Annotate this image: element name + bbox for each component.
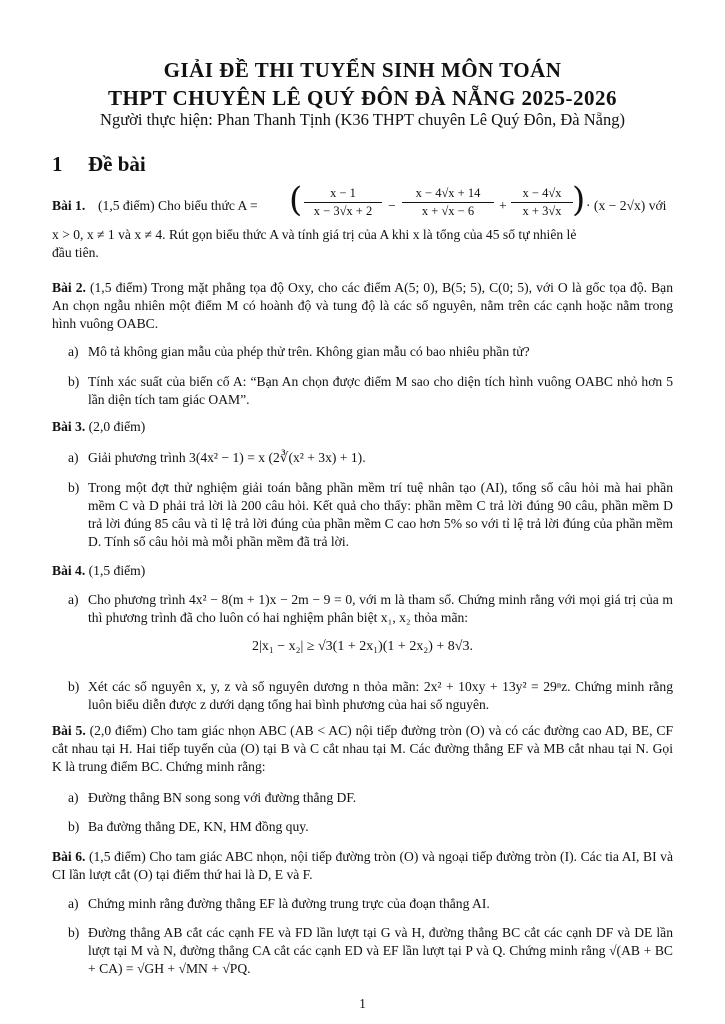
part-label: b) — [68, 679, 80, 694]
bai4-part-a — [68, 591, 673, 627]
bai1-fraction-2 — [402, 186, 494, 219]
part-text: Xét các số nguyên x, y, z và số nguyên dương n thỏa mãn: 2x² + 10xy + 13y² = 29ⁿz. Chứng minh rằng luôn biểu diễn được z dưới dạng tổng hai bình phương của hai số nguyên. — [88, 679, 673, 712]
part-label: b) — [68, 819, 80, 834]
part-label: a) — [68, 592, 79, 607]
fraction-numerator: x − 4√x — [511, 186, 573, 203]
left-paren: ( — [289, 180, 303, 220]
part-text: Chứng minh rằng đường thẳng EF là đường trung trực của đoạn thẳng AI. — [88, 896, 490, 911]
document-title-line1: GIẢI ĐỀ THI TUYỂN SINH MÔN TOÁN — [163, 58, 562, 82]
plus-sign: + — [499, 198, 507, 213]
bai2-part-b — [68, 373, 673, 409]
fraction-denominator: x − 3√x + 2 — [313, 204, 373, 218]
bai1-fraction-1 — [304, 186, 382, 219]
section-title: Đề bài — [88, 152, 146, 176]
fraction-numerator: x − 4√x + 14 — [402, 186, 494, 203]
bai1-fraction-3 — [511, 186, 573, 219]
bai1-conditions — [52, 226, 673, 262]
minus-sign: − — [388, 198, 396, 213]
part-text: Mô tả không gian mẫu của phép thử trên. Không gian mẫu có bao nhiêu phần tử? — [88, 344, 530, 359]
bai5-text: (2,0 điểm) Cho tam giác nhọn ABC (AB < AC) nội tiếp đường tròn (O) và có các đường cao AD, BE, CF cắt nhau tại H. Hai tiếp tuyến của (O) tại B và C cắt nhau tại M. Các đường thẳng EF và MB cắt nhau tại N. Gọi K là trung điểm BC. Chứng minh rằng: — [52, 723, 674, 774]
bai6-part-b — [68, 924, 673, 978]
bai6-statement — [52, 848, 673, 884]
bai2-statement — [52, 279, 673, 333]
bai1-tail: · (x − 2√x) với — [586, 198, 667, 213]
bai6-text: (1,5 điểm) Cho tam giác ABC nhọn, nội tiếp đường tròn (O) và ngoại tiếp đường tròn (I). Các tia AI, BI và CI lần lượt cắt (O) tại điểm thứ hai là D, E và F. — [52, 849, 674, 882]
part-text: Giải phương trình 3(4x² − 1) = x (2∛(x² + 3x) + 1). — [88, 450, 366, 465]
bai6-part-a — [68, 895, 673, 913]
bai3-part-b — [68, 479, 673, 551]
part-label: b) — [68, 374, 80, 389]
document-title-line2: THPT CHUYÊN LÊ QUÝ ĐÔN ĐÀ NẴNG 2025-2026 — [107, 86, 618, 110]
part-label: a) — [68, 450, 79, 465]
bai2-text: (1,5 điểm) Trong mặt phẳng tọa độ Oxy, cho các điểm A(5; 0), B(5; 5), C(0; 5), với O là gốc tọa độ. Bạn An chọn ngẫu nhiên một điểm M có hoành độ và tung độ là các số nguyên, nằm trên các cạnh hoặc nằm trong hình vuông OABC. — [52, 280, 674, 331]
bai1-label: Bài 1. — [52, 198, 86, 213]
right-paren: ) — [572, 180, 586, 220]
part-label: a) — [68, 790, 79, 805]
bai5-part-b — [68, 818, 673, 836]
bai4-label: Bài 4. — [52, 563, 86, 578]
author-line: Người thực hiện: Phan Thanh Tịnh (K36 THPT chuyên Lê Quý Đôn, Đà Nẵng) — [100, 110, 625, 129]
fraction-denominator: x + 3√x — [522, 204, 562, 218]
part-text: Đường thẳng BN song song với đường thẳng DF. — [88, 790, 357, 805]
part-text: Tính xác suất của biến cố A: “Bạn An chọn được điểm M sao cho diện tích hình vuông OABC nhỏ hơn 5 lần diện tích tam giác OAM”. — [88, 374, 673, 407]
bai3-points: (2,0 điểm) — [88, 419, 146, 434]
part-text: Cho phương trình 4x² − 8(m + 1)x − 2m − 9 = 0, với m là tham số. Chứng minh rằng với mọi giá trị của m thì phương trình đã cho luôn có hai nghiệm phân biệt x₁, x₂ thỏa mãn: — [88, 592, 673, 625]
part-text: Ba đường thẳng DE, KN, HM đồng quy. — [88, 819, 309, 834]
bai1-line3: đầu tiên. — [52, 245, 99, 260]
bai3-heading — [52, 418, 673, 436]
bai1-intro: (1,5 điểm) Cho biểu thức A = — [98, 198, 258, 213]
bai2-label: Bài 2. — [52, 280, 86, 295]
bai5-part-a — [68, 789, 673, 807]
page-number: 1 — [359, 996, 366, 1011]
part-label: b) — [68, 480, 80, 495]
section-number: 1 — [52, 152, 63, 176]
bai4-display-inequality: 2|x₁ − x₂| ≥ √3(1 + 2x₁)(1 + 2x₂) + 8√3. — [252, 639, 473, 654]
section-heading — [52, 152, 146, 177]
bai1-formula-line — [52, 180, 673, 226]
part-text: Trong một đợt thử nghiệm giải toán bằng phần mềm trí tuệ nhân tạo (AI), tổng số câu hỏi mà hai phần mềm C và D phải trả lời là 200 câu hỏi. Kết quả cho thấy: phần mềm C trả lời đúng 90 câu, phần mềm D trả lời đúng 85 câu và tỉ lệ trả lời đúng của phần mềm C cao hơn 5% so với tỉ lệ trả lời đúng của phần mềm D. Tính số câu hỏi mà mỗi phần mềm đã trả lời. — [88, 480, 673, 549]
part-text: Đường thẳng AB cắt các cạnh FE và FD lần lượt tại G và H, đường thẳng BC cắt các cạnh DF và DE lần lượt tại M và N, đường thẳng CA cắt các cạnh ED và EF lần lượt tại P và Q. Chứng minh rằng √(AB + BC + CA) = √GH + √MN + √PQ. — [88, 925, 673, 976]
bai5-label: Bài 5. — [52, 723, 86, 738]
bai5-statement — [52, 722, 673, 776]
bai6-label: Bài 6. — [52, 849, 86, 864]
bai3-part-a — [68, 449, 673, 467]
part-label: b) — [68, 925, 80, 940]
fraction-denominator: x + √x − 6 — [421, 204, 475, 218]
bai3-label: Bài 3. — [52, 419, 86, 434]
bai1-line2: x > 0, x ≠ 1 và x ≠ 4. Rút gọn biểu thức A và tính giá trị của A khi x là tổng của 45 số tự nhiên lẻ — [52, 227, 577, 242]
bai2-part-a — [68, 343, 673, 361]
bai4-heading — [52, 562, 673, 580]
part-label: a) — [68, 344, 79, 359]
fraction-numerator: x − 1 — [304, 186, 382, 203]
bai4-part-b — [68, 678, 673, 714]
bai4-points: (1,5 điểm) — [88, 563, 146, 578]
part-label: a) — [68, 896, 79, 911]
